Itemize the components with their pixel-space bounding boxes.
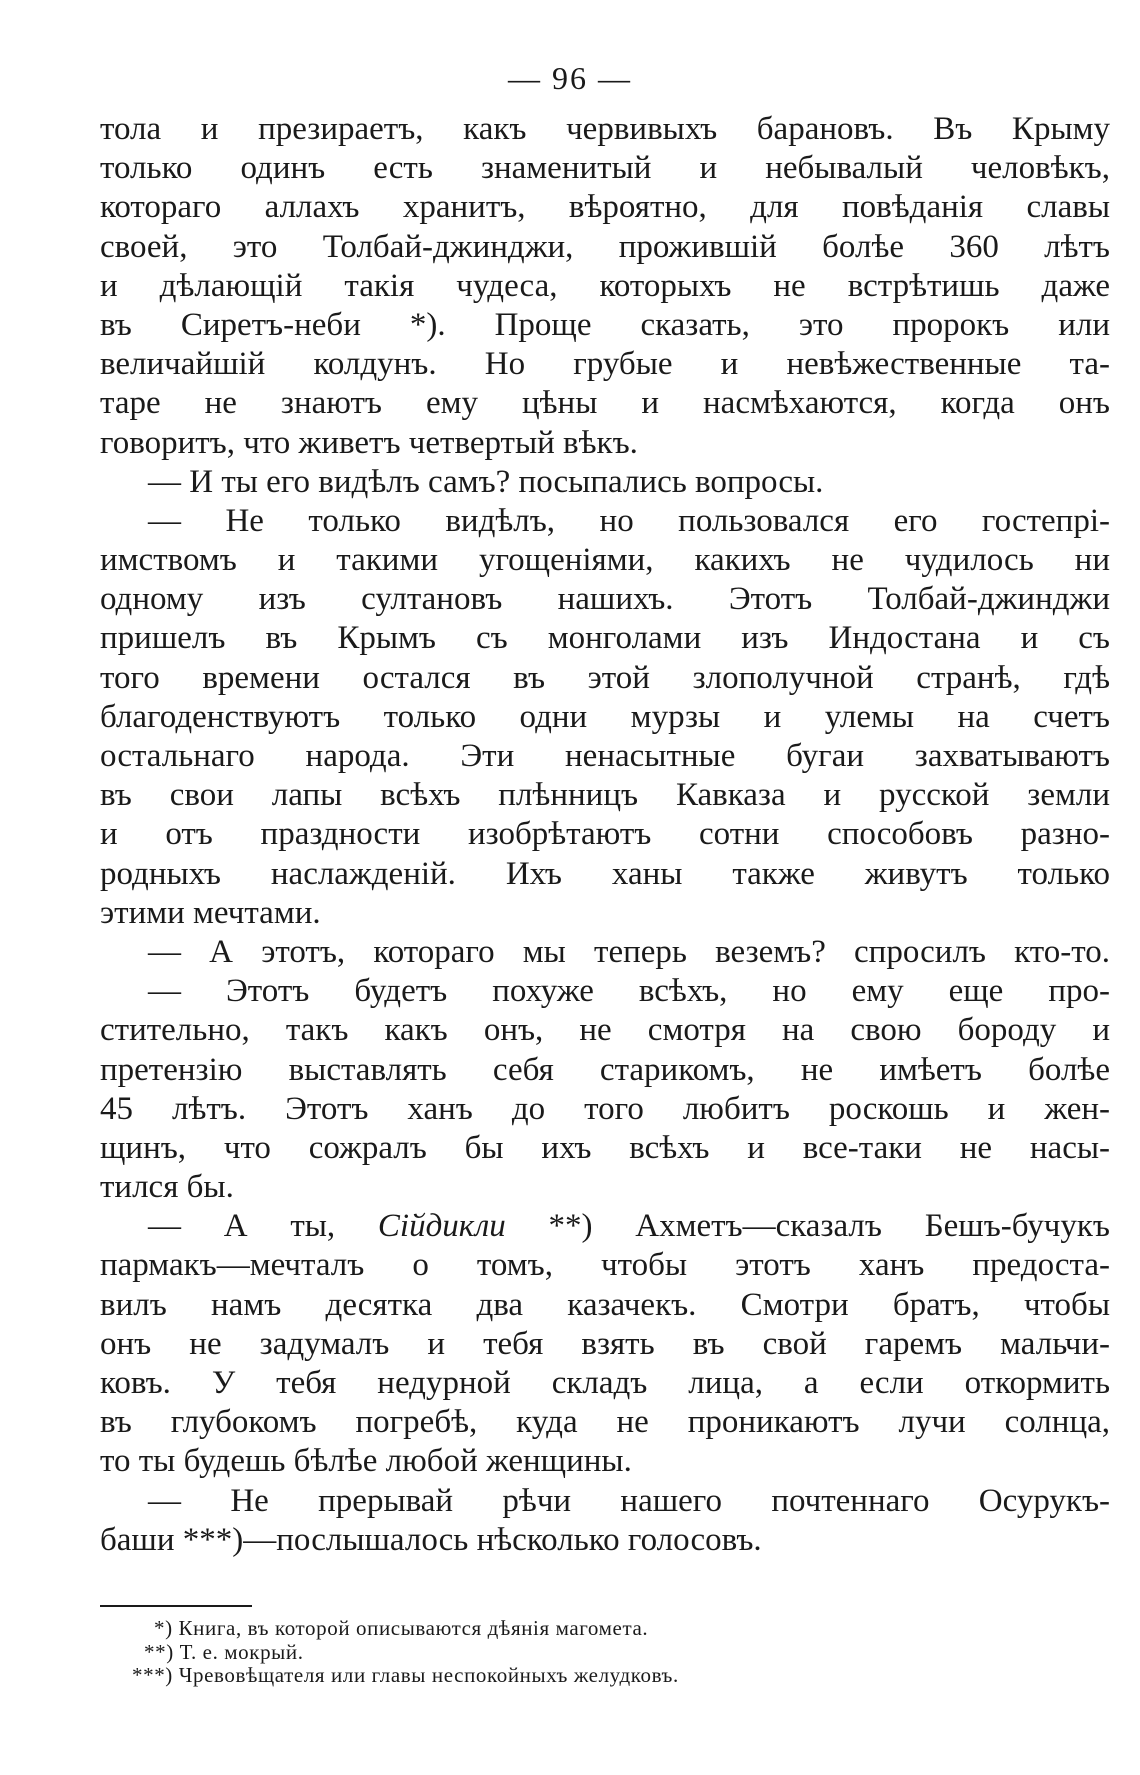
text-line: и дѣлающій такія чудеса, которыхъ не встрѣтишь даже — [100, 267, 1110, 304]
dialogue-line: — А этотъ, котораго мы теперь веземъ? спросилъ кто-то. — [148, 933, 1110, 970]
text-line: говоритъ, что живетъ четвертый вѣкъ. — [100, 424, 638, 461]
text-line: пришелъ въ Крымъ съ монголами изъ Индостана и съ — [100, 620, 1110, 657]
text-line: щинъ, что сожралъ бы ихъ всѣхъ и все-таки не насы- — [100, 1129, 1110, 1166]
text-line: тился бы. — [100, 1169, 234, 1206]
footnote: ***) Чревовѣщателя или главы неспокойныхъ желудковъ. — [132, 1663, 679, 1687]
text-line: то ты будешь бѣлѣе любой женщины. — [100, 1443, 632, 1480]
text-line: имствомъ и такими угощеніями, какихъ не чудилось ни — [100, 542, 1110, 579]
text-line: въ глубокомъ погребѣ, куда не проникаютъ лучи солнца, — [100, 1404, 1110, 1441]
main-text — [100, 110, 1110, 1560]
text-line: баши ***)—послышалось нѣсколько голосовъ. — [100, 1521, 762, 1558]
text-line: этими мечтами. — [100, 894, 321, 931]
page-number: — 96 — — [508, 60, 632, 96]
dialogue-line: — Этотъ будетъ похуже всѣхъ, но ему еще про- — [148, 973, 1110, 1010]
footnote: **) Т. е. мокрый. — [144, 1639, 304, 1664]
dialogue-line: — Не только видѣлъ, но пользовался его гостепрі- — [148, 502, 1110, 539]
text-line: и отъ праздности изобрѣтаютъ сотни способовъ разно- — [100, 816, 1110, 853]
text-line: котораго аллахъ хранитъ, вѣроятно, для повѣданія славы — [100, 189, 1110, 226]
text-line: величайшій колдунъ. Но грубые и невѣжественные та- — [100, 346, 1110, 383]
dialogue-line: — И ты его видѣлъ самъ? посыпались вопросы. — [148, 463, 824, 500]
text-line: остальнаго народа. Эти ненасытные бугаи захватываютъ — [100, 738, 1110, 774]
text-line: благоденствуютъ только одни мурзы и улемы на счетъ — [100, 698, 1110, 735]
text-line: тола и презираетъ, какъ червивыхъ барановъ. Въ Крыму — [100, 111, 1110, 147]
text-line: стительно, такъ какъ онъ, не смотря на свою бороду и — [100, 1012, 1110, 1049]
footnotes — [132, 1617, 1032, 1688]
dialogue-start: — А ты, — [148, 1208, 336, 1245]
text-line: онъ не задумалъ и тебя взять въ свой гаремъ мальчи- — [100, 1325, 1110, 1362]
text-line: одному изъ султановъ нашихъ. Этотъ Толбай-джинджи — [100, 581, 1110, 618]
text-line: въ Сиретъ-неби *). Проще сказать, это пророкъ или — [100, 306, 1110, 343]
text-line: ковъ. У тебя недурной складъ лица, а если откормить — [100, 1365, 1110, 1401]
footnote: *) Книга, въ которой описываются дѣянія магомета. — [154, 1616, 649, 1640]
text-line: своей, это Толбай-джинджи, прожившій болѣе 360 лѣтъ — [100, 228, 1110, 265]
text-line: 45 лѣтъ. Этотъ ханъ до того любитъ роскошь и жен- — [100, 1090, 1110, 1127]
text-line: таре не знаютъ ему цѣны и насмѣхаются, когда онъ — [100, 385, 1110, 422]
text-line: только одинъ есть знаменитый и небывалый человѣкъ, — [100, 150, 1110, 187]
dialogue-line — [100, 1207, 1110, 1246]
text-line: претензію выставлять себя старикомъ, не имѣетъ болѣе — [100, 1051, 1110, 1088]
text-line: пармакъ—мечталъ о томъ, чтобы этотъ ханъ предоста- — [100, 1247, 1110, 1284]
italic-name: Сійдикли — [377, 1208, 506, 1245]
text-line: родныхъ наслажденій. Ихъ ханы также живутъ только — [100, 855, 1110, 892]
dialogue-line: — Не прерывай рѣчи нашего почтеннаго Осурукъ- — [148, 1482, 1110, 1519]
text-line: того времени остался въ этой злополучной странѣ, гдѣ — [100, 659, 1110, 696]
text-line: вилъ намъ десятка два казачекъ. Смотри братъ, чтобы — [100, 1286, 1110, 1323]
dialogue-rest: **) Ахметъ—сказалъ Бешъ-бучукъ — [548, 1208, 1110, 1245]
text-line: въ свои лапы всѣхъ плѣнницъ Кавказа и русской земли — [100, 777, 1110, 814]
footnote-divider — [100, 1605, 252, 1607]
